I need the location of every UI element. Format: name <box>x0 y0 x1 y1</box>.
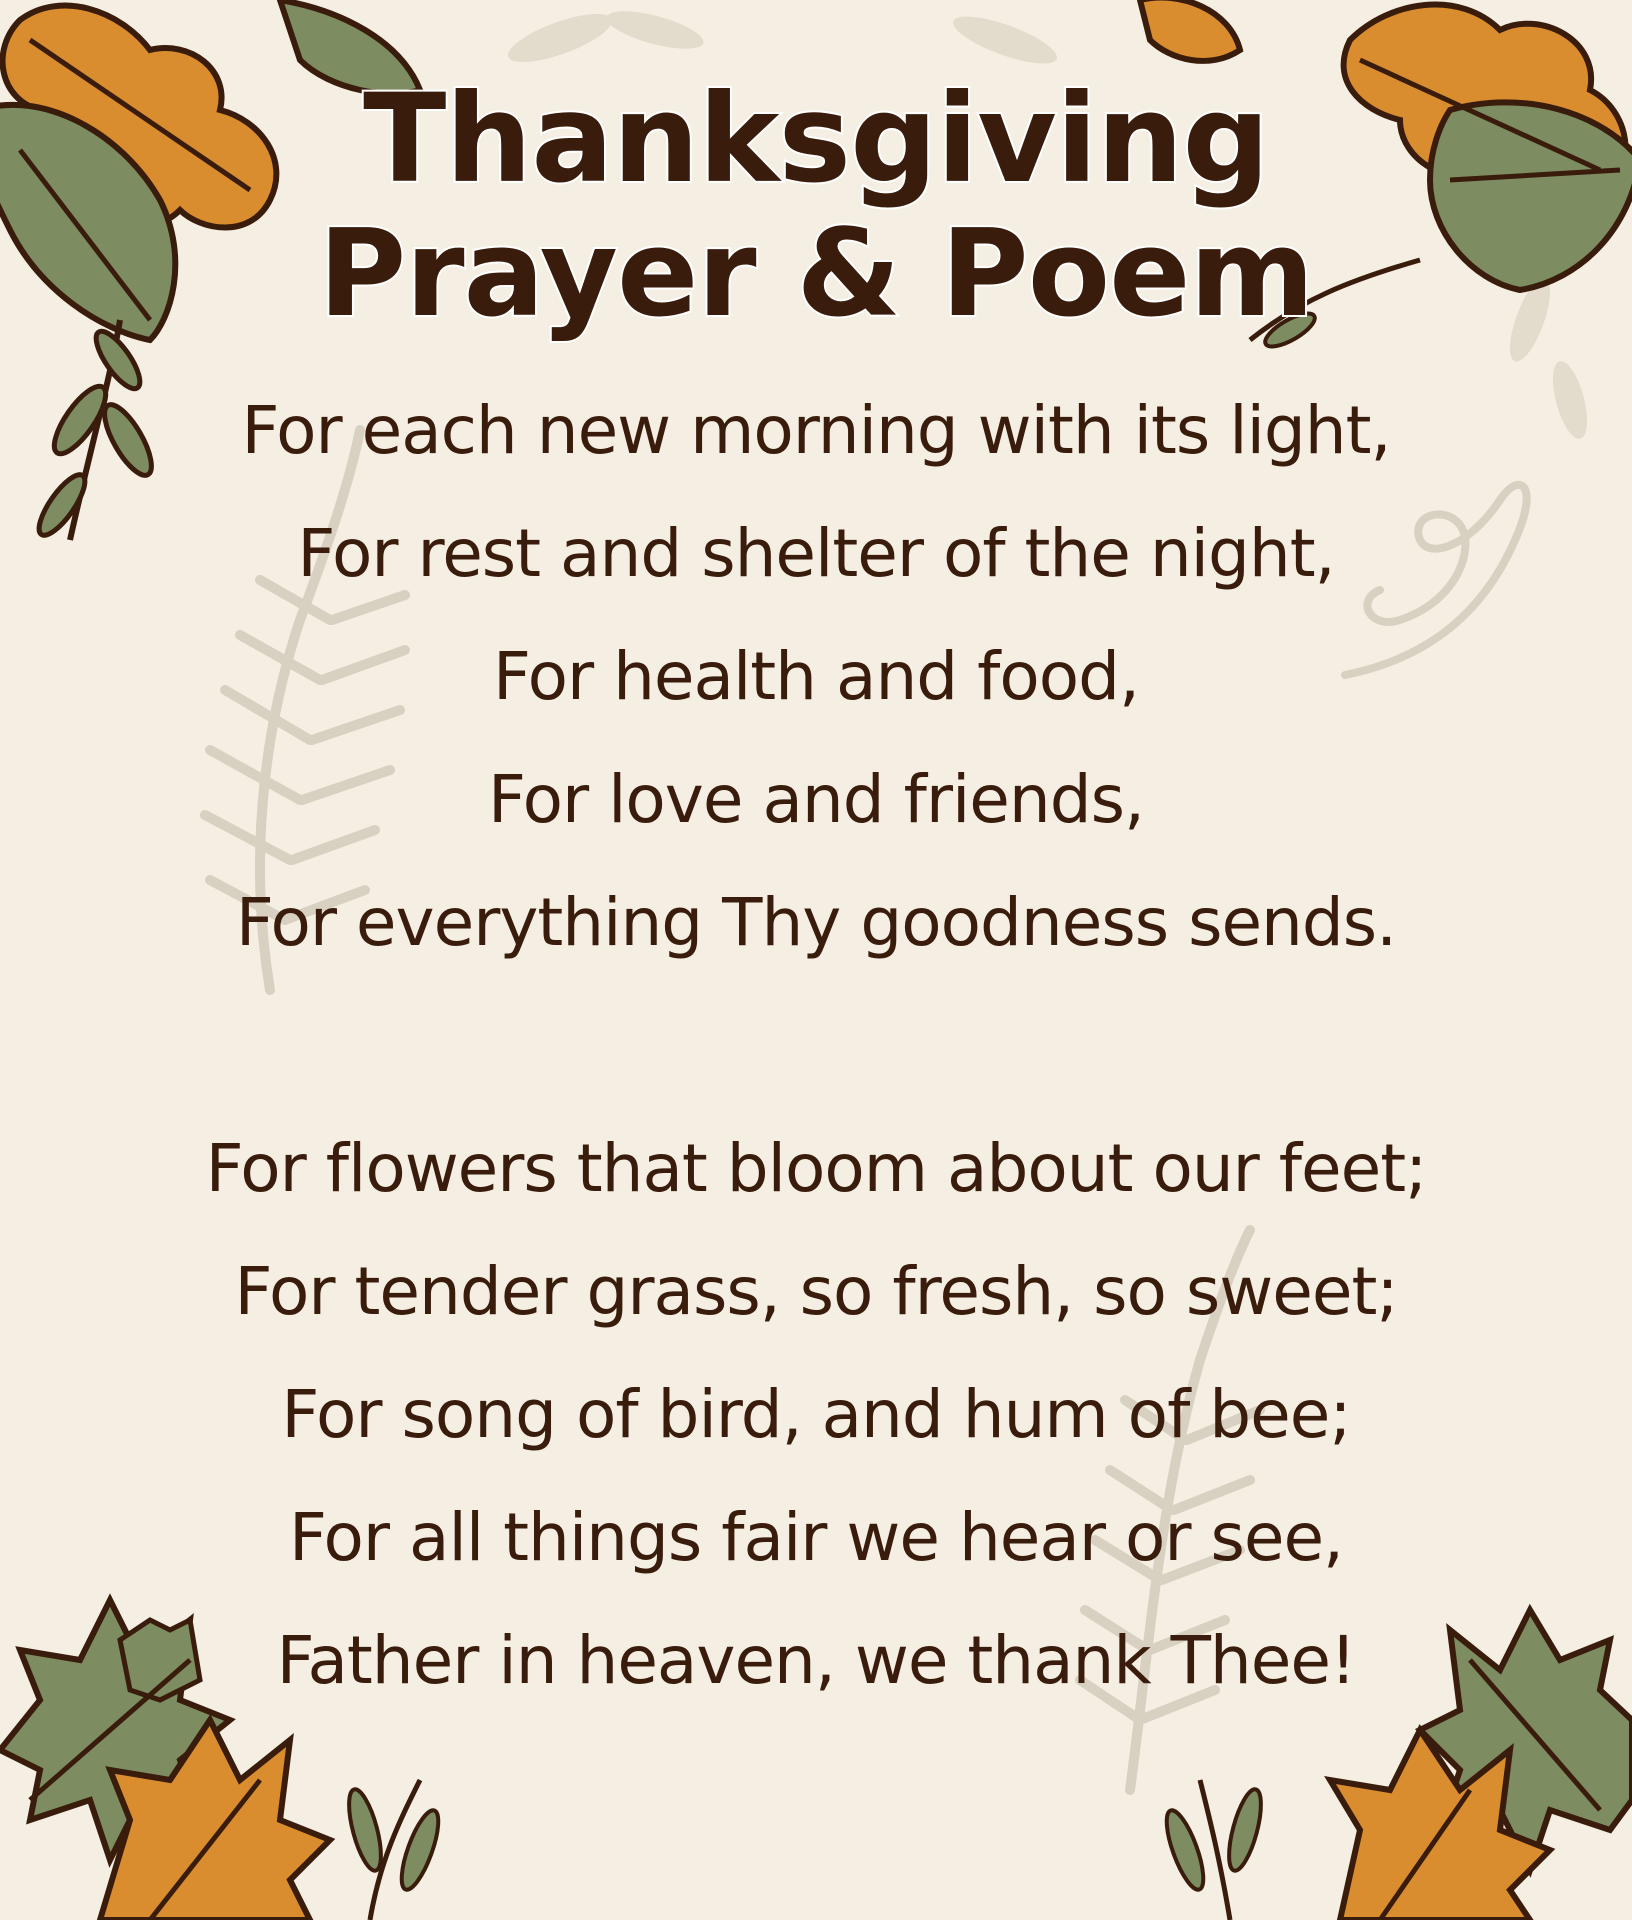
poem-line: For love and friends, <box>487 761 1144 838</box>
poem-line: For health and food, <box>492 638 1140 715</box>
poem-line: For tender grass, so fresh, so sweet; <box>234 1253 1398 1330</box>
poem-line: For song of bird, and hum of bee; <box>281 1376 1351 1453</box>
sprig-icon <box>1200 1780 1230 1920</box>
poem-line: For each new morning with its light, <box>241 392 1391 469</box>
poem-body <box>0 378 1632 1731</box>
title-line-1: Thanksgiving <box>363 68 1269 210</box>
poem-line: For flowers that bloom about our feet; <box>205 1130 1427 1207</box>
poem-line: Father in heaven, we thank Thee! <box>276 1622 1356 1699</box>
poem-line: For all things fair we hear or see, <box>288 1499 1344 1576</box>
poem-line: For everything Thy goodness sends. <box>235 884 1397 961</box>
oak-leaf-icon <box>1140 0 1240 61</box>
poem-line: For rest and shelter of the night, <box>297 515 1335 592</box>
stanza-gap <box>0 993 1632 1116</box>
title-line-2: Prayer & Poem <box>318 205 1314 344</box>
